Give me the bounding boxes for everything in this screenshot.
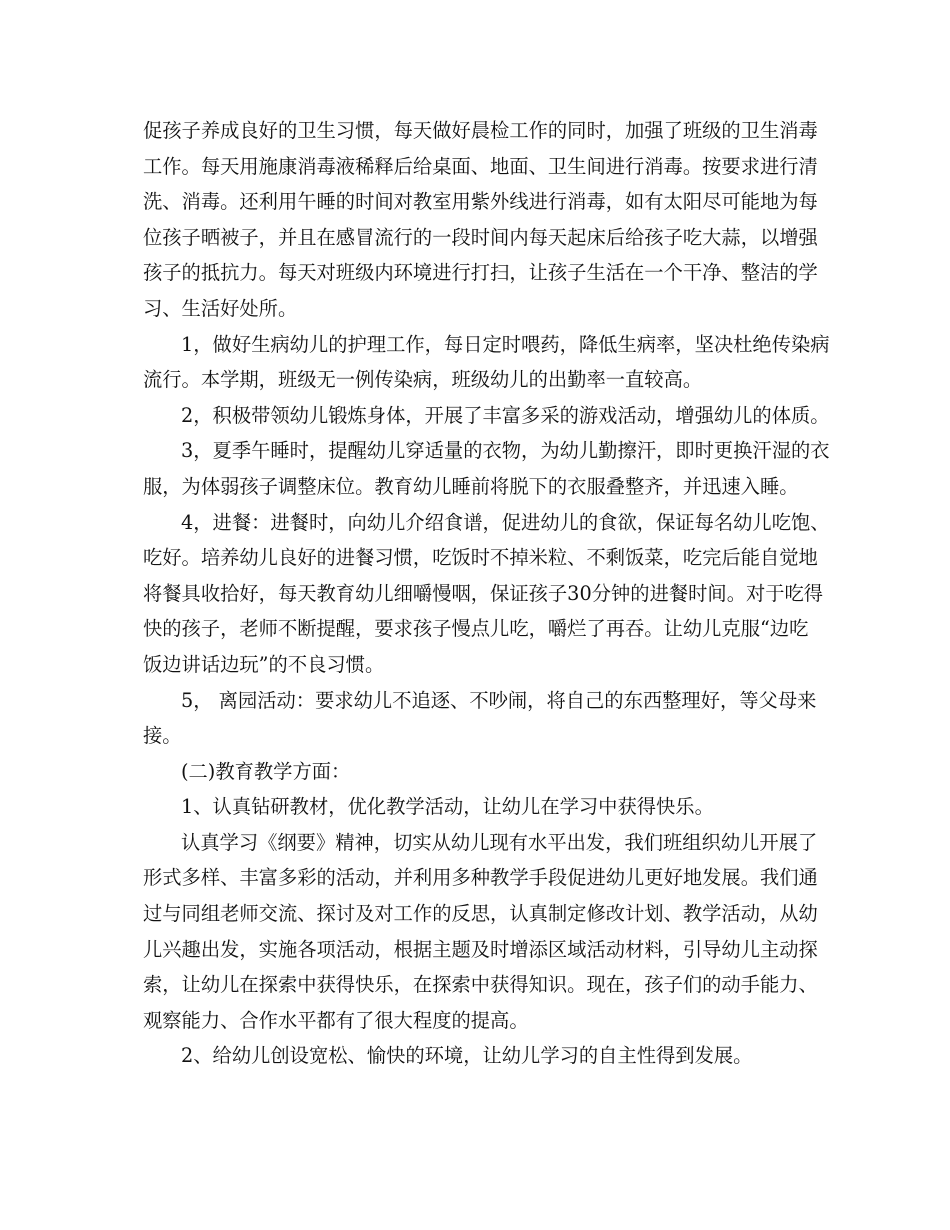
text-line: 位孩子晒被子，并且在感冒流行的一段时间内每天起床后给孩子吃大蒜，以增强 bbox=[143, 225, 818, 249]
text-line: 饭边讲话边玩”的不良习惯。 bbox=[143, 652, 385, 676]
text-line: 认真学习《纲要》精神，切实从幼儿现有水平出发，我们班组织幼儿开展了 bbox=[181, 830, 818, 854]
text-line: 洗、消毒。还利用午睡的时间对教室用紫外线进行消毒，如有太阳尽可能地为每 bbox=[143, 190, 818, 214]
text-line: 过与同组老师交流、探讨及对工作的反思，认真制定修改计划、教学活动，从幼 bbox=[143, 902, 818, 926]
text-line: 工作。每天用施康消毒液稀释后给桌面、地面、卫生间进行消毒。按要求进行清 bbox=[143, 154, 818, 178]
text-line: 习、生活好处所。 bbox=[143, 296, 298, 320]
text-line: 接。 bbox=[143, 724, 182, 748]
text-line: 1、认真钻研教材，优化教学活动，让幼儿在学习中获得快乐。 bbox=[181, 795, 714, 819]
section-heading: (二)教育教学方面： bbox=[181, 759, 351, 783]
text-line: 3，夏季午睡时，提醒幼儿穿适量的衣物，为幼儿勤擦汗，即时更换汗湿的衣 bbox=[181, 439, 830, 463]
text-line: 孩子的抵抗力。每天对班级内环境进行打扫，让孩子生活在一个干净、整洁的学 bbox=[143, 261, 818, 285]
text-line: 4，进餐：进餐时，向幼儿介绍食谱，促进幼儿的食欲，保证每名幼儿吃饱、 bbox=[181, 510, 830, 534]
text-line: 索，让幼儿在探索中获得快乐，在探索中获得知识。现在，孩子们的动手能力、 bbox=[143, 973, 818, 997]
text-line: 流行。本学期，班级无一例传染病，班级幼儿的出勤率一直较高。 bbox=[143, 368, 703, 392]
body-text bbox=[143, 113, 830, 1074]
text-line: 儿兴趣出发，实施各项活动，根据主题及时增添区域活动材料，引导幼儿主动探 bbox=[143, 937, 818, 961]
text-line: 观察能力、合作水平都有了很大程度的提高。 bbox=[143, 1008, 529, 1032]
text-line: 促孩子养成良好的卫生习惯，每天做好晨检工作的同时，加强了班级的卫生消毒 bbox=[143, 119, 818, 142]
text-line: 2、给幼儿创设宽松、愉快的环境，让幼儿学习的自主性得到发展。 bbox=[181, 1044, 753, 1068]
text-line: 快的孩子，老师不断提醒，要求孩子慢点儿吃，嚼烂了再吞。让幼儿克服“边吃 bbox=[143, 617, 809, 641]
text-line: 1，做好生病幼儿的护理工作，每日定时喂药，降低生病率，坚决杜绝传染病 bbox=[181, 332, 830, 356]
text-line: 将餐具收拾好，每天教育幼儿细嚼慢咽，保证孩子30分钟的进餐时间。对于吃得 bbox=[143, 581, 824, 605]
text-line: 吃好。培养幼儿良好的进餐习惯，吃饭时不掉米粒、不剩饭菜，吃完后能自觉地 bbox=[143, 546, 818, 570]
text-line: 形式多样、丰富多彩的活动，并利用多种教学手段促进幼儿更好地发展。我们通 bbox=[143, 866, 818, 890]
text-line: 5， 离园活动：要求幼儿不追逐、不吵闹，将自己的东西整理好，等父母来 bbox=[181, 688, 817, 712]
text-line: 2，积极带领幼儿锻炼身体，开展了丰富多采的游戏活动，增强幼儿的体质。 bbox=[181, 403, 830, 427]
text-line: 服，为体弱孩子调整床位。教育幼儿睡前将脱下的衣服叠整齐，并迅速入睡。 bbox=[143, 474, 799, 498]
